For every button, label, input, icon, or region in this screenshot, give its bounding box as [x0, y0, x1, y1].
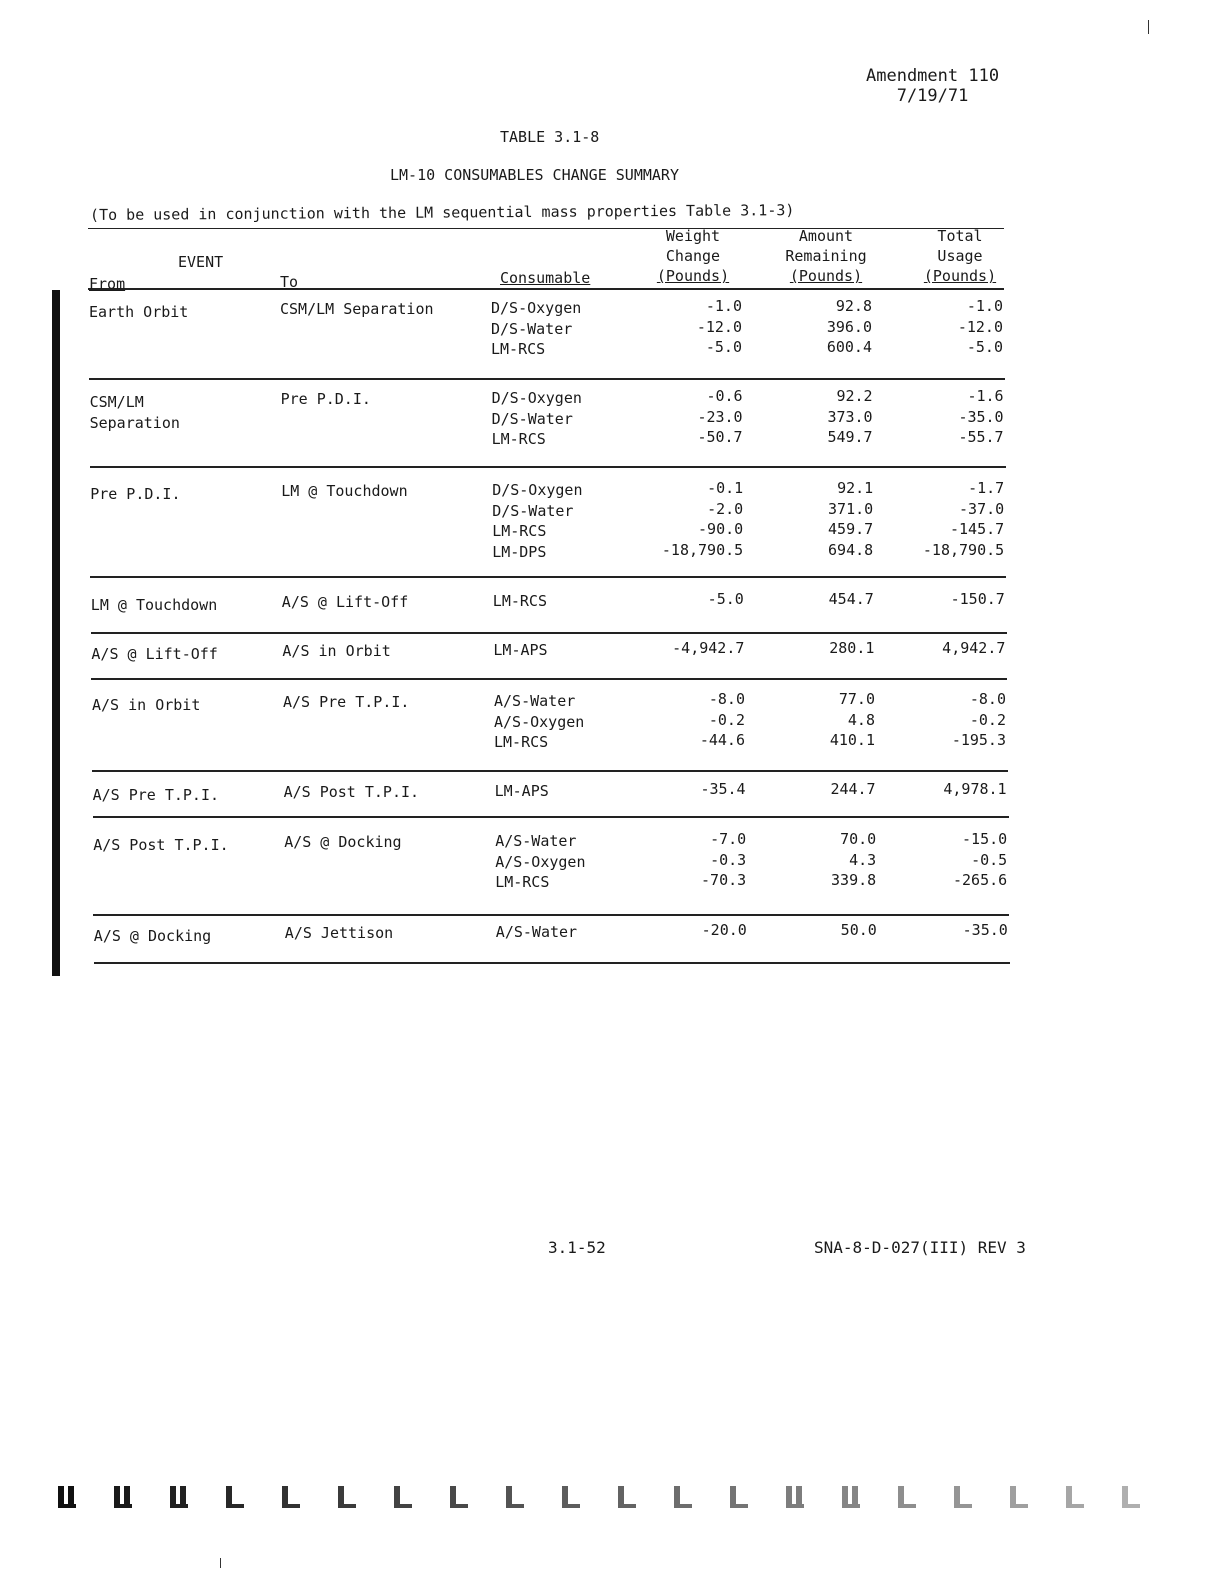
group-divider [91, 678, 1007, 680]
amount-value: 244.7 [830, 780, 876, 798]
consumable-name: D/S-Oxygen [491, 389, 582, 407]
header-total [916, 226, 1004, 286]
amendment-date: 7/19/71 [896, 86, 969, 106]
header-amount-line1: Amount [798, 227, 854, 245]
weight-value: -23.0 [697, 407, 743, 426]
total-value: -150.7 [950, 590, 1005, 608]
consumable-name: D/S-Oxygen [492, 481, 583, 499]
consumable-name: LM-RCS [492, 522, 547, 540]
table-subtitle: LM-10 CONSUMABLES CHANGE SUMMARY [390, 166, 679, 184]
header-amount [776, 226, 876, 286]
total-value: -0.2 [969, 710, 1006, 729]
scan-mark [1148, 20, 1149, 34]
event-to: LM @ Touchdown [281, 482, 408, 500]
total-value: 4,978.1 [943, 780, 1007, 798]
consumable-name: LM-APS [493, 641, 548, 659]
weight-value: -35.4 [700, 780, 746, 798]
edge-mark [170, 1486, 188, 1508]
consumable-name: LM-RCS [491, 340, 546, 358]
consumable-name: A/S-Water [495, 832, 577, 850]
amount-value: 70.0 [840, 830, 877, 848]
amount-value: 600.4 [826, 338, 872, 356]
event-from: Pre P.D.I. [90, 485, 181, 503]
header-total-line3: (Pounds) [923, 267, 997, 285]
group-divider [93, 914, 1009, 916]
scan-mark [220, 1558, 221, 1568]
event-from: LM @ Touchdown [90, 596, 218, 614]
consumable-name: LM-RCS [492, 592, 547, 610]
weight-value: -50.7 [697, 428, 743, 446]
edge-mark [562, 1486, 580, 1508]
weight-value: -0.2 [708, 710, 745, 729]
consumable-name: LM-DPS [492, 542, 547, 561]
event-from: A/S Pre T.P.I. [92, 786, 220, 804]
edge-mark [506, 1486, 524, 1508]
amount-value: 410.1 [829, 731, 875, 749]
event-to: A/S @ Docking [284, 833, 402, 851]
event-from: A/S @ Docking [93, 927, 212, 945]
amount-value: 454.7 [828, 590, 874, 608]
amount-value: 280.1 [829, 639, 875, 657]
weight-value: -90.0 [698, 520, 744, 538]
header-weight-line1: Weight [665, 227, 721, 245]
page-number: 3.1-52 [548, 1238, 606, 1257]
amount-value: 549.7 [827, 428, 873, 446]
weight-value: -1.0 [705, 297, 742, 315]
edge-mark [898, 1486, 916, 1508]
edge-mark [674, 1486, 692, 1508]
group-divider [94, 962, 1010, 964]
event-from: A/S @ Lift-Off [91, 645, 218, 663]
amount-value: 396.0 [826, 317, 872, 336]
amount-value: 92.2 [836, 387, 873, 405]
total-value: -1.7 [968, 479, 1005, 497]
consumable-name: D/S-Oxygen [491, 299, 582, 317]
weight-value: -18,790.5 [661, 540, 744, 559]
group-divider [89, 378, 1005, 380]
event-from: A/S Post T.P.I. [93, 836, 229, 854]
total-value: -18,790.5 [922, 540, 1005, 559]
edge-mark [1010, 1486, 1028, 1508]
amendment-block [866, 66, 999, 106]
edge-mark [842, 1486, 860, 1508]
edge-mark [282, 1486, 300, 1508]
weight-value: -0.1 [707, 479, 744, 497]
event-from: Earth Orbit [89, 303, 189, 321]
weight-value: -2.0 [707, 499, 744, 518]
total-value: 4,942.7 [942, 639, 1006, 657]
header-from: From [89, 275, 126, 293]
edge-mark [1122, 1486, 1140, 1508]
header-weight [648, 226, 738, 286]
weight-value: -8.0 [708, 690, 745, 708]
group-divider [90, 576, 1006, 578]
weight-value: -20.0 [701, 921, 747, 939]
event-from: Separation [89, 413, 180, 432]
amendment-label: Amendment 110 [866, 66, 1000, 86]
scan-edge-marks [58, 1486, 1158, 1516]
event-to: CSM/LM Separation [280, 300, 434, 318]
total-value: -195.3 [951, 731, 1006, 749]
event-to: A/S @ Lift-Off [281, 593, 409, 611]
header-weight-line2: Change [665, 247, 721, 265]
edge-mark [786, 1486, 804, 1508]
consumable-name: LM-APS [494, 782, 549, 800]
event-to: A/S Post T.P.I. [283, 783, 420, 801]
event-to: A/S in Orbit [282, 642, 391, 660]
edge-mark [394, 1486, 412, 1508]
weight-value: -7.0 [710, 830, 747, 848]
amount-value: 694.8 [828, 540, 874, 559]
amount-value: 459.7 [828, 520, 874, 538]
amount-value: 92.8 [835, 297, 872, 315]
edge-mark [114, 1486, 132, 1508]
header-total-line1: Total [937, 227, 983, 245]
amount-value: 339.8 [831, 871, 877, 889]
weight-value: -5.0 [705, 338, 742, 356]
total-value: -5.0 [966, 338, 1003, 356]
edge-mark [1066, 1486, 1084, 1508]
edge-mark [618, 1486, 636, 1508]
weight-value: -70.3 [701, 871, 747, 889]
edge-mark [338, 1486, 356, 1508]
group-divider [90, 466, 1006, 468]
total-value: -55.7 [958, 428, 1004, 446]
total-value: -15.0 [962, 830, 1008, 848]
document-id: SNA-8-D-027(III) REV 3 [814, 1238, 1026, 1257]
consumable-name: A/S-Oxygen [494, 712, 585, 731]
header-rule [88, 288, 1004, 290]
event-to: A/S Pre T.P.I. [283, 693, 410, 711]
total-value: -1.0 [966, 297, 1003, 315]
amount-value: 50.0 [840, 921, 877, 939]
group-divider [92, 770, 1008, 772]
total-value: -35.0 [958, 407, 1004, 426]
header-amount-line2: Remaining [785, 247, 867, 265]
edge-mark [450, 1486, 468, 1508]
weight-value: -12.0 [696, 317, 742, 336]
header-weight-line3: (Pounds) [656, 267, 730, 285]
total-value: -145.7 [950, 520, 1005, 538]
revision-bar [52, 290, 60, 976]
weight-value: -0.3 [710, 850, 747, 869]
total-value: -12.0 [957, 317, 1003, 336]
consumable-name: LM-RCS [495, 873, 550, 891]
amount-value: 373.0 [827, 407, 873, 426]
table-note: (To be used in conjunction with the LM sequential mass properties Table 3.1-3) [89, 201, 795, 224]
total-value: -1.6 [967, 387, 1004, 405]
consumable-name: A/S-Water [495, 923, 578, 941]
amount-value: 4.3 [849, 850, 877, 869]
weight-value: -4,942.7 [672, 639, 745, 657]
group-divider [91, 632, 1007, 634]
consumable-name: A/S-Oxygen [495, 852, 586, 871]
table-title: TABLE 3.1-8 [500, 128, 600, 146]
weight-value: -0.6 [706, 387, 743, 405]
weight-value: -5.0 [707, 590, 744, 608]
amount-value: 77.0 [838, 690, 875, 708]
event-to: A/S Jettison [284, 924, 394, 942]
total-value: -37.0 [959, 499, 1005, 518]
header-to: To [280, 273, 299, 291]
consumable-name: LM-RCS [491, 430, 546, 448]
consumable-name: D/S-Water [491, 319, 573, 338]
amount-value: 92.1 [837, 479, 874, 497]
header-consumable: Consumable [500, 269, 591, 287]
amount-value: 371.0 [828, 499, 874, 518]
header-total-line2: Usage [937, 247, 983, 265]
header-event: EVENT [178, 253, 224, 271]
event-from: A/S in Orbit [92, 696, 201, 714]
consumable-name: D/S-Water [491, 409, 573, 428]
total-value: -8.0 [969, 690, 1006, 708]
event-to: Pre P.D.I. [280, 390, 371, 408]
group-divider [93, 816, 1009, 818]
total-value: -35.0 [962, 921, 1008, 939]
header-amount-line3: (Pounds) [789, 267, 863, 285]
consumable-name: A/S-Water [494, 692, 576, 710]
weight-value: -44.6 [699, 731, 745, 749]
total-value: -265.6 [953, 871, 1008, 889]
event-from: CSM/LM [89, 393, 144, 411]
total-value: -0.5 [971, 850, 1008, 869]
consumable-name: LM-RCS [494, 733, 549, 751]
edge-mark [954, 1486, 972, 1508]
amount-value: 4.8 [847, 710, 875, 729]
edge-mark [58, 1486, 76, 1508]
edge-mark [730, 1486, 748, 1508]
consumable-name: D/S-Water [492, 501, 574, 520]
edge-mark [226, 1486, 244, 1508]
